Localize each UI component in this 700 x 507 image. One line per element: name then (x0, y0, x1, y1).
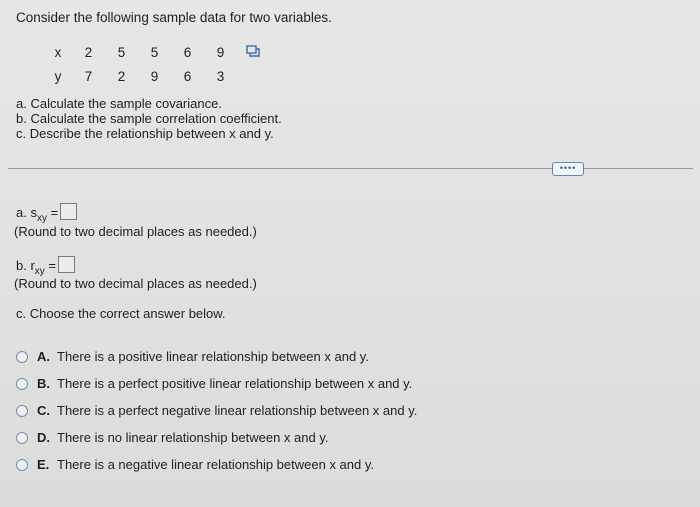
option-b[interactable] (16, 370, 417, 397)
expand-more-button[interactable]: •••• (552, 162, 584, 176)
part-a-subscript: xy (36, 213, 47, 224)
part-a-hint: (Round to two decimal places as needed.) (14, 224, 257, 239)
task-list (16, 96, 282, 141)
option-letter: B. (37, 376, 50, 391)
task-item: c. Describe the relationship between x and y. (16, 126, 274, 141)
option-letter: C. (37, 403, 50, 418)
part-b-subscript: xy (34, 266, 45, 277)
part-b-hint: (Round to two decimal places as needed.) (14, 276, 257, 291)
option-text: There is a negative linear relationship between x and y. (57, 457, 375, 472)
part-a-label: a. s (16, 205, 37, 220)
question-prompt: Consider the following sample data for two variables. (16, 10, 332, 25)
table-cell: 9 (216, 44, 225, 60)
table-cell: 2 (84, 44, 93, 60)
table-row-x (44, 40, 237, 64)
option-e[interactable] (16, 451, 417, 478)
option-text: There is a perfect positive linear relationship between x and y. (57, 376, 413, 391)
part-b-equals: = (44, 258, 57, 273)
table-cell: 9 (150, 68, 159, 84)
covariance-input[interactable] (60, 203, 77, 220)
option-d[interactable] (16, 424, 417, 451)
table-cell: 3 (216, 68, 225, 84)
copy-data-icon[interactable] (246, 45, 260, 57)
section-divider (8, 168, 693, 169)
part-a-answer-line (16, 203, 77, 224)
table-cell: 6 (183, 68, 192, 84)
answer-options (16, 343, 417, 478)
part-a-equals: = (46, 205, 59, 220)
row-label: x (54, 44, 62, 60)
table-cell: 2 (117, 68, 126, 84)
task-item: a. Calculate the sample covariance. (16, 96, 222, 111)
option-letter: A. (37, 349, 50, 364)
option-text: There is no linear relationship between x and y. (57, 430, 329, 445)
radio-icon[interactable] (16, 351, 28, 363)
radio-icon[interactable] (16, 432, 28, 444)
option-letter: D. (37, 430, 50, 445)
table-cell: 5 (117, 44, 126, 60)
row-label: y (54, 68, 62, 84)
option-text: There is a positive linear relationship between x and y. (57, 349, 369, 364)
option-a[interactable] (16, 343, 417, 370)
table-row-y (44, 64, 237, 88)
correlation-input[interactable] (58, 256, 75, 273)
table-cell: 5 (150, 44, 159, 60)
task-item: b. Calculate the sample correlation coefficient. (16, 111, 282, 126)
radio-icon[interactable] (16, 459, 28, 471)
option-text: There is a perfect negative linear relationship between x and y. (57, 403, 418, 418)
option-c[interactable] (16, 397, 417, 424)
part-b-answer-line (16, 256, 75, 277)
part-c-prompt: c. Choose the correct answer below. (16, 306, 226, 321)
table-cell: 6 (183, 44, 192, 60)
option-letter: E. (37, 457, 50, 472)
radio-icon[interactable] (16, 378, 28, 390)
data-table (44, 40, 237, 88)
table-cell: 7 (84, 68, 93, 84)
part-b-label: b. r (16, 258, 35, 273)
radio-icon[interactable] (16, 405, 28, 417)
